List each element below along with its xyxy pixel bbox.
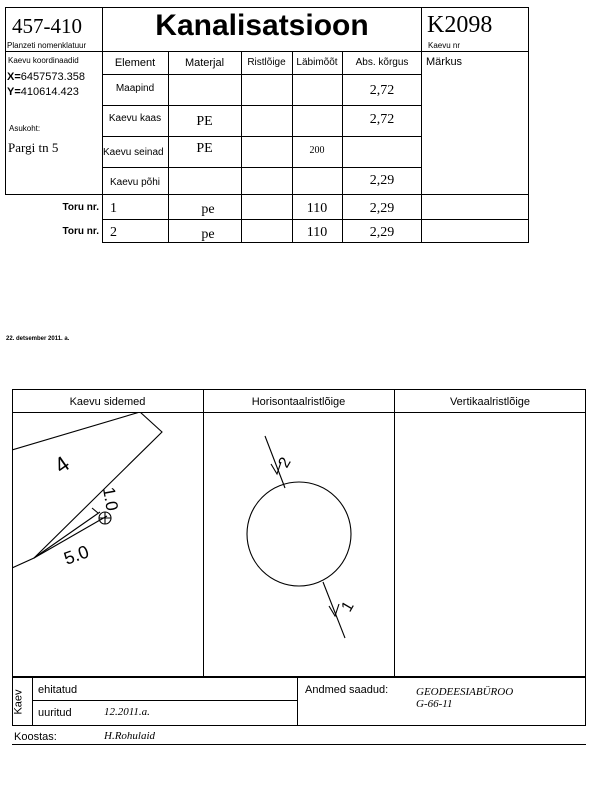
row-elevation: 2,72 <box>369 83 395 98</box>
table-row-line <box>102 136 422 137</box>
coordinates-label: Kaevu koordinaadid <box>8 56 79 65</box>
location-value: Pargi tn 5 <box>8 140 59 155</box>
nomenclature-number: 457-410 <box>12 14 82 38</box>
ties-drawing <box>12 412 203 676</box>
pipe-number: 1 <box>110 201 117 216</box>
row-diameter: 200 <box>309 145 325 156</box>
remarks-label: Märkus <box>426 56 463 68</box>
footer-underline <box>12 744 586 745</box>
coordinate-x-value: 6457573.358 <box>20 71 85 83</box>
well-number-label: Kaevu nr <box>428 41 461 50</box>
remarks-box <box>421 51 529 243</box>
table-row-line <box>102 74 422 75</box>
coordinate-x <box>7 71 85 83</box>
footer-divider <box>297 677 298 726</box>
pipe-out-annotation: 1 <box>338 598 358 615</box>
well-outline <box>247 482 351 586</box>
row-elevation: 2,72 <box>369 112 395 127</box>
pipe-elevation: 2,29 <box>369 225 395 240</box>
page-title: Kanalisatsioon <box>155 9 369 42</box>
pipe-label: Toru nr. <box>62 226 99 237</box>
table-row-line <box>102 219 529 220</box>
pipe-diameter: 110 <box>306 225 328 240</box>
table-row-line <box>102 167 422 168</box>
column-header-diameter: Läbimõõt <box>296 57 338 68</box>
pipe-number: 2 <box>110 225 117 240</box>
sketch-divider <box>394 389 395 677</box>
pipe-elevation: 2,29 <box>369 201 395 216</box>
document-date: 22. detsember 2011. a. <box>6 336 70 342</box>
building-number-annotation: 4 <box>49 450 75 479</box>
pipe-label: Toru nr. <box>62 202 99 213</box>
row-material: PE <box>196 141 213 156</box>
data-source-label: Andmed saadud: <box>305 684 389 696</box>
coordinate-y-value: 410614.423 <box>20 86 79 98</box>
panel-title-horizontal: Horisontaalristlõige <box>251 396 346 408</box>
column-header-cross-section: Ristlõige <box>247 57 286 68</box>
author-value: H.Rohulaid <box>104 730 156 742</box>
tie-long-annotation: 5.0 <box>61 541 92 569</box>
row-element: Kaevu seinad <box>103 147 164 158</box>
tie-short-annotation: 1.0 <box>98 485 122 513</box>
row-element: Maapind <box>115 83 155 94</box>
surveyed-value: 12.2011.a. <box>104 706 150 718</box>
location-label: Asukoht: <box>9 124 41 133</box>
row-element: Kaevu põhi <box>109 177 161 188</box>
footer-divider <box>32 700 297 701</box>
pipe-material: pe <box>201 227 215 242</box>
panel-title-vertical: Vertikaalristlõige <box>449 396 531 408</box>
row-element: Kaevu kaas <box>108 113 162 124</box>
table-row-line <box>102 194 529 195</box>
coordinate-y <box>7 86 79 98</box>
nomenclature-label: Planzeti nomenklatuur <box>7 41 87 50</box>
pipe-diameter: 110 <box>306 201 328 216</box>
footer-box <box>12 677 586 726</box>
column-header-element: Element <box>114 57 156 69</box>
pipe-in-annotation: 2 <box>275 454 295 471</box>
data-source-line2: G-66-11 <box>416 698 453 710</box>
pipe-material: pe <box>201 202 215 217</box>
panel-title-ties: Kaevu sidemed <box>69 396 146 408</box>
built-label: ehitatud <box>38 684 78 696</box>
well-side-label: Kaev <box>12 689 25 715</box>
table-row-line <box>102 105 422 106</box>
surveyed-label: uuritud <box>38 707 72 719</box>
horizontal-section-drawing <box>203 412 394 676</box>
column-header-material: Materjal <box>184 57 225 69</box>
building-outline <box>12 412 162 568</box>
data-source-line1: GEODEESIABÜROO <box>416 686 514 698</box>
pipe-out-line <box>323 582 345 638</box>
row-elevation: 2,29 <box>369 173 395 188</box>
coordinate-x-label: X= <box>7 71 21 83</box>
well-number: K2098 <box>427 12 493 38</box>
coordinate-y-label: Y= <box>7 86 21 98</box>
author-label: Koostas: <box>14 731 57 743</box>
column-header-elevation: Abs. kõrgus <box>355 57 409 68</box>
row-material: PE <box>196 114 213 129</box>
footer-divider <box>32 677 33 726</box>
tie-tick <box>92 508 98 513</box>
